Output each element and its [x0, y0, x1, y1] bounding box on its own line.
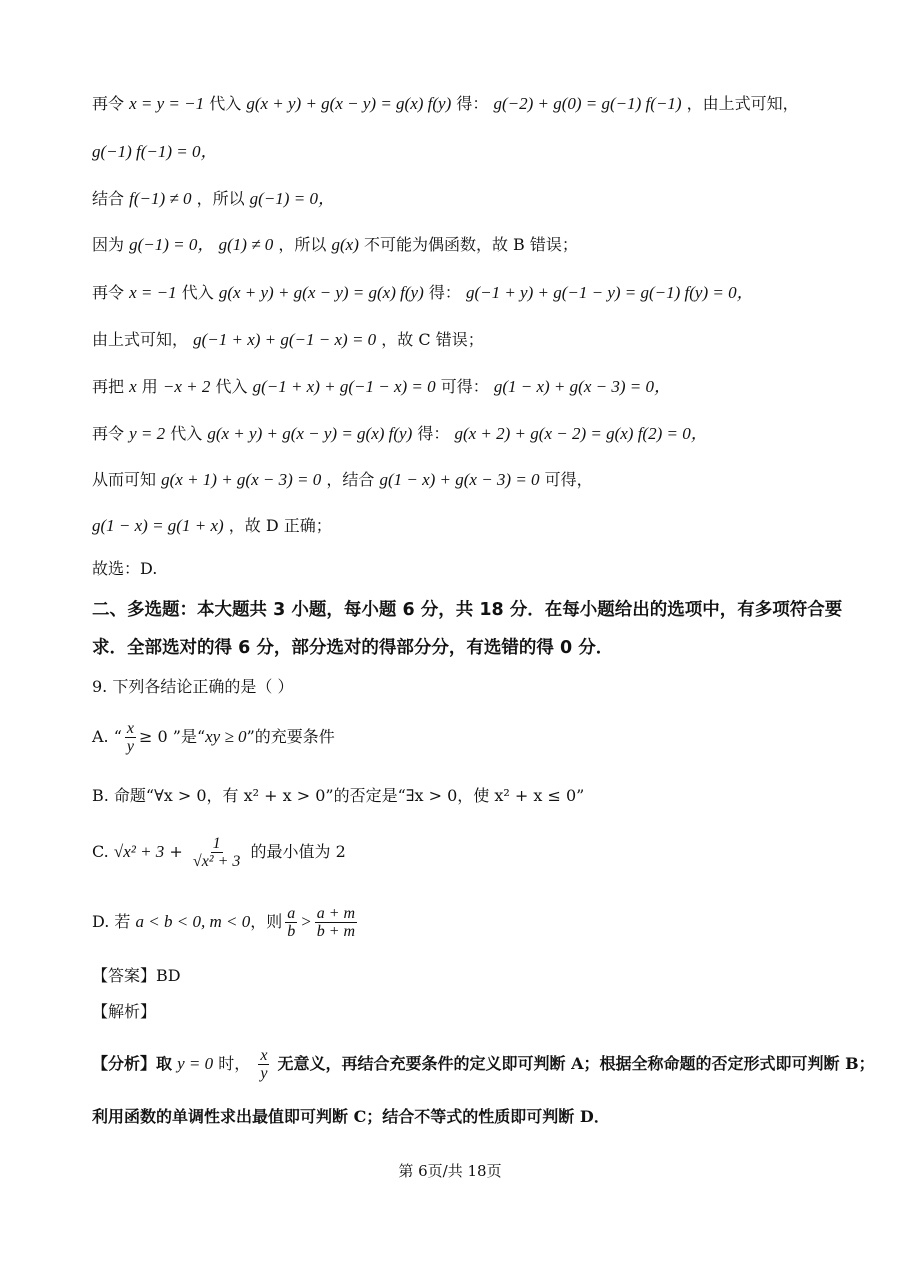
- formula: y = 0: [177, 1054, 214, 1073]
- analysis-line-2: 利用函数的单调性求出最值即可判断 C；结合不等式的性质即可判断 D．: [92, 1107, 610, 1126]
- solution-line-8: [92, 422, 860, 446]
- formula: x = −1: [129, 283, 177, 302]
- formula: y = 2: [129, 424, 166, 443]
- solution-line-2: [92, 140, 860, 164]
- formula: g(−1) = 0， g(1) ≠ 0: [129, 235, 274, 254]
- text: 得：: [428, 283, 461, 302]
- text: 结合: [92, 189, 125, 208]
- text: 代入: [209, 94, 242, 113]
- text: 因为: [92, 235, 125, 254]
- formula: g(x): [331, 235, 359, 254]
- denominator: √x² + 3: [192, 853, 241, 870]
- text: 时，: [218, 1054, 251, 1073]
- solution-line-4: [92, 233, 860, 257]
- text: 不可能为偶函数，故 B 错误；: [363, 235, 578, 254]
- section-heading-line-1: 二、多选题：本大题共 3 小题，每小题 6 分，共 18 分．在每小题给出的选项中，有多项符合要: [92, 600, 843, 620]
- text: D. 若: [92, 912, 131, 931]
- numerator: x: [126, 720, 135, 737]
- text: 的最小值为 2: [250, 842, 346, 861]
- fraction: [258, 1047, 269, 1082]
- text: ，故 D 正确；: [228, 516, 332, 535]
- text: 可得：: [440, 377, 489, 396]
- solution-line-1: [92, 92, 860, 116]
- formula: g(1 − x) = g(1 + x): [92, 516, 224, 535]
- numerator: 1: [212, 835, 221, 852]
- formula: g(−1 + y) + g(−1 − y) = g(−1) f(y) = 0，: [465, 283, 754, 302]
- text: 再令: [92, 424, 125, 443]
- text: 再令: [92, 94, 125, 113]
- formula: a < b < 0, m < 0: [135, 912, 251, 931]
- denominator: y: [126, 738, 135, 755]
- numerator: a: [287, 905, 296, 922]
- text: 再令: [92, 283, 125, 302]
- solution-line-7: [92, 375, 860, 399]
- formula: x = y = −1: [129, 94, 205, 113]
- answer-label: 【答案】BD: [92, 966, 181, 985]
- denominator: b: [287, 923, 296, 940]
- page-footer: 第 6页/共 18页: [398, 1162, 502, 1180]
- option-d: [92, 899, 860, 945]
- formula: xy ≥ 0: [205, 727, 247, 746]
- fraction: [125, 720, 136, 755]
- solution-line-6: [92, 328, 860, 352]
- formula: g(1 − x) + g(x − 3) = 0，: [493, 377, 671, 396]
- formula: f(−1) ≠ 0: [129, 189, 192, 208]
- text: 从而可知: [92, 470, 157, 489]
- denominator: b + m: [316, 923, 356, 940]
- numerator: x: [260, 1047, 268, 1064]
- text: 再把: [92, 377, 125, 396]
- formula: g(x + y) + g(x − y) = g(x) f(y): [246, 94, 452, 113]
- text: 得：: [417, 424, 450, 443]
- analysis-line-1: [92, 1041, 875, 1087]
- text: +: [169, 842, 183, 861]
- numerator: a + m: [316, 905, 356, 922]
- formula: g(x + 2) + g(x − 2) = g(x) f(2) = 0，: [454, 424, 708, 443]
- formula: g(x + y) + g(x − y) = g(x) f(y): [207, 424, 413, 443]
- text: ，由上式可知，: [686, 94, 799, 113]
- text: 无意义，再结合充要条件的定义即可判断 A；根据全称命题的否定形式即可判断 B；: [277, 1054, 875, 1073]
- text: 用: [141, 377, 158, 396]
- text: 得：: [456, 94, 489, 113]
- formula: √x² + 3: [113, 842, 165, 861]
- section-heading-line-2: 求．全部选对的得 6 分，部分选对的得部分分，有选错的得 0 分．: [92, 638, 614, 658]
- formula: x: [129, 377, 137, 396]
- formula: g(−1) f(−1) = 0，: [92, 142, 218, 161]
- text: A. “: [92, 727, 122, 746]
- analysis-label: 【解析】: [92, 1002, 157, 1021]
- formula: −x + 2: [162, 377, 211, 396]
- question-9-stem: 9. 下列各结论正确的是（ ）: [92, 677, 294, 696]
- text: 代入: [170, 424, 203, 443]
- solution-line-11: [92, 557, 860, 581]
- text: 代入: [215, 377, 248, 396]
- text: ，故 C 错误；: [381, 330, 484, 349]
- solution-line-10: [92, 514, 860, 538]
- formula: g(−2) + g(0) = g(−1) f(−1): [493, 94, 682, 113]
- text: ，则: [250, 912, 283, 931]
- option-c: [92, 829, 860, 875]
- solution-line-3: [92, 187, 860, 211]
- text: ”的充要条件: [246, 727, 335, 746]
- formula: g(−1) = 0，: [249, 189, 335, 208]
- text: 故选：D.: [92, 559, 158, 578]
- formula: g(−1 + x) + g(−1 − x) = 0: [193, 330, 377, 349]
- fraction: [191, 835, 242, 870]
- text: 代入: [181, 283, 214, 302]
- text: 由上式可知，: [92, 330, 189, 349]
- formula: g(−1 + x) + g(−1 − x) = 0: [252, 377, 436, 396]
- text: ，所以: [278, 235, 327, 254]
- formula: g(1 − x) + g(x − 3) = 0: [379, 470, 540, 489]
- text: ，结合: [326, 470, 375, 489]
- text: 【分析】取: [92, 1054, 173, 1073]
- text: 可得，: [544, 470, 593, 489]
- option-a: [92, 714, 860, 760]
- denominator: y: [260, 1065, 268, 1082]
- formula: >: [300, 912, 312, 931]
- option-b: B. 命题“∀x > 0，有 x² + x > 0”的否定是“∃x > 0，使 x² + x ≤ 0”: [92, 786, 585, 805]
- formula: g(x + 1) + g(x − 3) = 0: [161, 470, 322, 489]
- fraction: [285, 905, 297, 940]
- formula: g(x + y) + g(x − y) = g(x) f(y): [218, 283, 424, 302]
- text: ，所以: [196, 189, 245, 208]
- text: C.: [92, 842, 109, 861]
- solution-line-9: [92, 468, 860, 492]
- fraction: [315, 905, 357, 940]
- solution-line-5: [92, 281, 860, 305]
- text: ≥ 0 ”是“: [139, 727, 206, 746]
